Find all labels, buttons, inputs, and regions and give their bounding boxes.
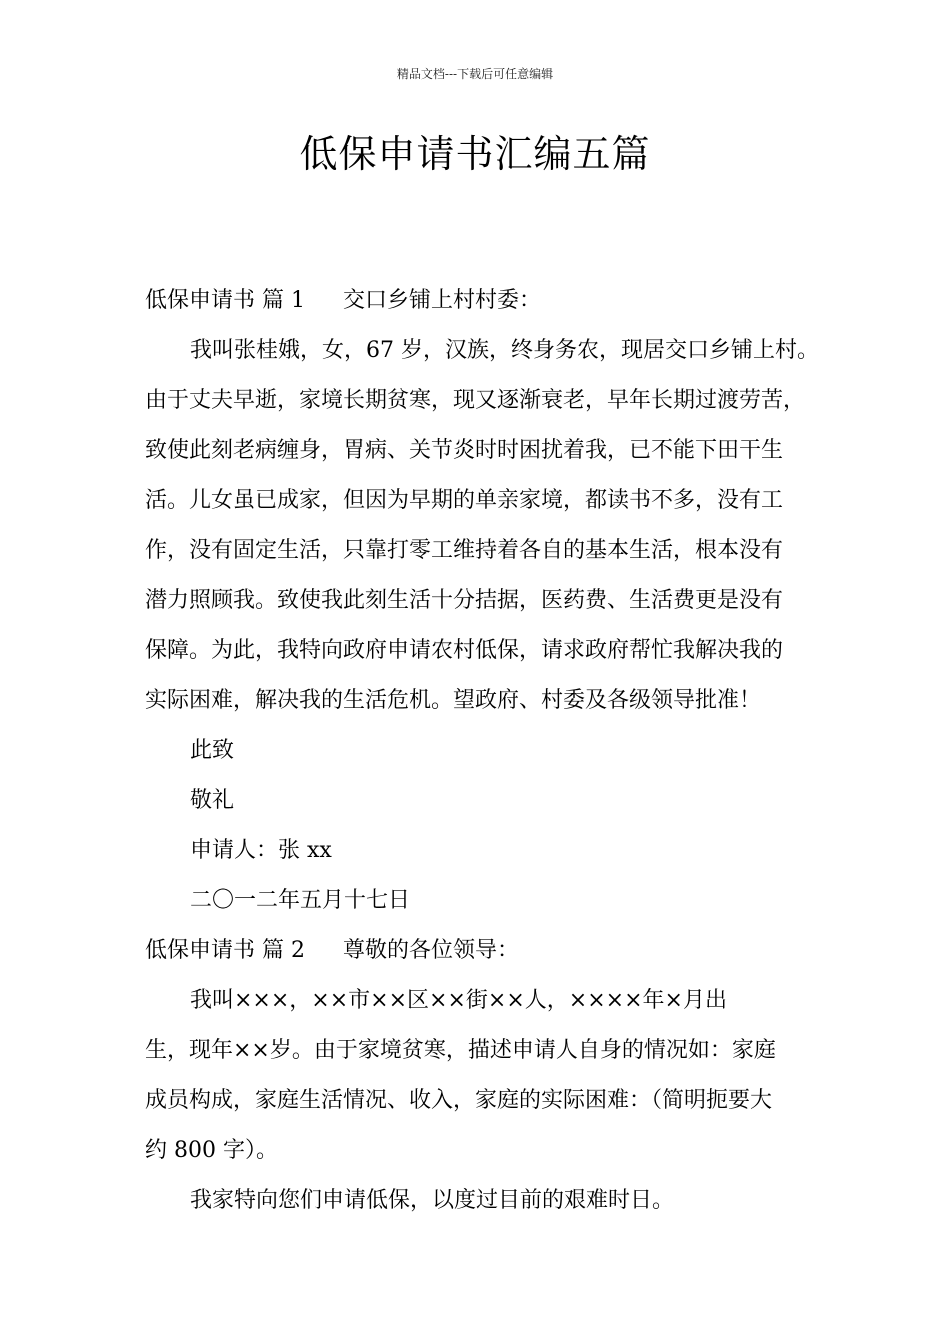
section1-paragraph-line: 由于丈夫早逝，家境长期贫寒，现又逐渐衰老，早年长期过渡劳苦， — [145, 388, 806, 413]
section2-heading-line — [145, 926, 820, 976]
page-header: 精品文档---下载后可任意编辑 — [396, 67, 554, 81]
application-date: 二〇一二年五月十七日 — [190, 888, 411, 913]
section1-salutation: 交口乡铺上村村委： — [342, 288, 541, 313]
section1-paragraph-line: 致使此刻老病缠身，胃病、关节炎时时困扰着我，已不能下田干生 — [145, 438, 784, 463]
closing-regards: 此致 — [190, 738, 235, 763]
section2-paragraph-line: 成员构成，家庭生活情况、收入，家庭的实际困难：（简明扼要大 — [145, 1088, 773, 1113]
section2-paragraph-line: 生，现年××岁。由于家境贫寒，描述申请人自身的情况如：家庭 — [145, 1038, 776, 1063]
document-body — [145, 276, 820, 1226]
applicant-signature: 申请人：张 xx — [190, 838, 332, 863]
closing-salute: 敬礼 — [190, 788, 235, 813]
section1-heading-line — [145, 276, 820, 326]
section1-paragraph-line: 潜力照顾我。致使我此刻生活十分拮据，医药费、生活费更是没有 — [145, 588, 784, 613]
section2-heading: 低保申请书 篇 2 — [145, 938, 305, 963]
section2-paragraph-line: 约 800 字）。 — [145, 1138, 278, 1163]
section2-salutation: 尊敬的各位领导： — [342, 938, 519, 963]
document-title: 低保申请书汇编五篇 — [299, 132, 651, 176]
section1-paragraph-line: 我叫张桂娥，女，67 岁，汉族，终身务农，现居交口乡铺上村。 — [190, 338, 819, 363]
section1-paragraph-line: 保障。为此，我特向政府申请农村低保，请求政府帮忙我解决我的 — [145, 638, 784, 663]
section1-heading: 低保申请书 篇 1 — [145, 288, 305, 313]
section2-paragraph-line: 我叫×××，××市××区××街××人，××××年×月出 — [190, 988, 727, 1013]
section1-paragraph-line: 活。儿女虽已成家，但因为早期的单亲家境，都读书不多，没有工 — [145, 488, 784, 513]
section1-paragraph-line: 实际困难，解决我的生活危机。望政府、村委及各级领导批准！ — [145, 688, 762, 713]
section2-paragraph2: 我家特向您们申请低保，以度过目前的艰难时日。 — [190, 1188, 675, 1213]
section1-paragraph-line: 作，没有固定生活，只靠打零工维持着各自的基本生活，根本没有 — [145, 538, 784, 563]
